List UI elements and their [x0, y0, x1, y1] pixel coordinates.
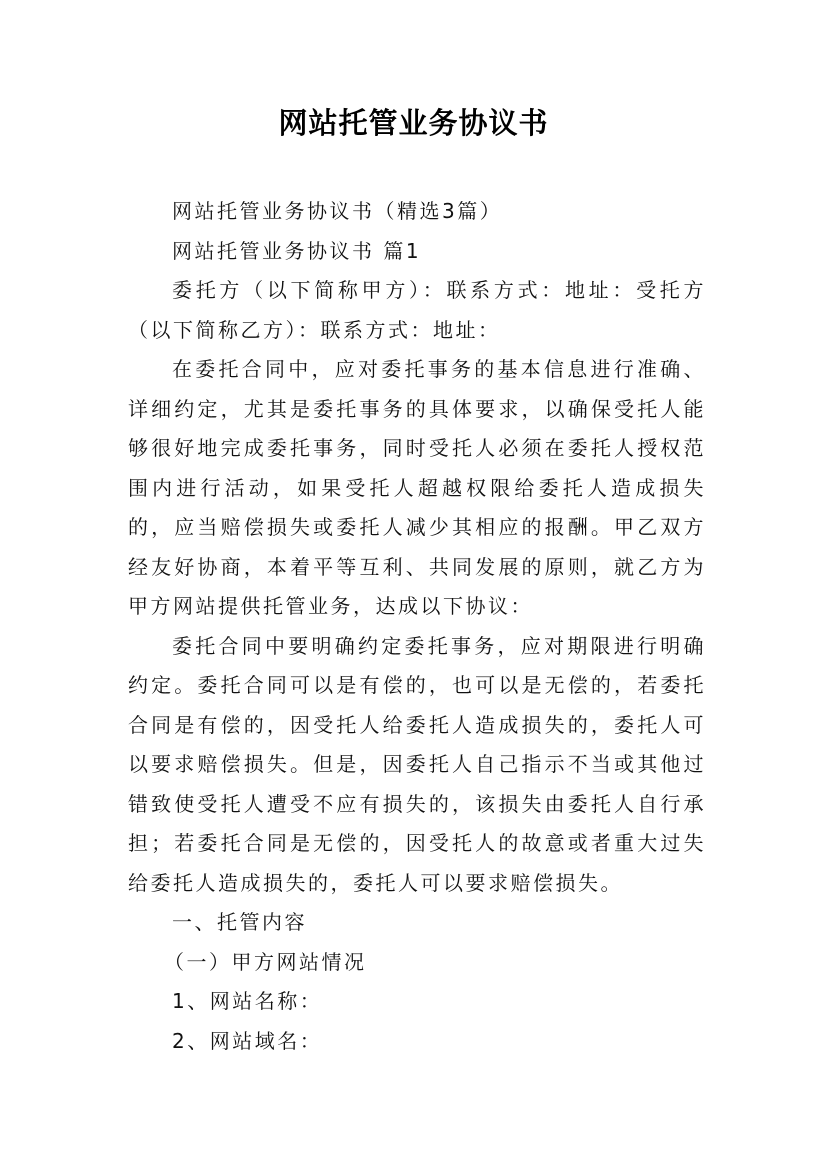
subclause-heading: （一）甲方网站情况 [164, 949, 367, 974]
subtitle-paragraph: 网站托管业务协议书（精选3篇） [172, 199, 503, 223]
body-paragraph: 在委托合同中，应对委托事务的基本信息进行准确、详细约定，尤其是委托事务的具体要求，以确保受托人能够很好地完成委托事务，同时受托人必须在委托人授权范围内进行活动，如果受托人超越权限给委托人造成损失的，应当赔偿损失或委托人减少其相应的报酬。甲乙双方经友好协商，本着平等互利、共同发展的原则，就乙方为甲方网站提供托管业务，达成以下协议： [128, 357, 706, 618]
list-item: 2、网站域名： [172, 1028, 323, 1053]
clause-heading: 一、托管内容 [172, 910, 307, 934]
document-title: 网站托管业务协议书 [278, 106, 549, 140]
body-paragraph: 委托合同中要明确约定委托事务，应对期限进行明确约定。委托合同可以是有偿的，也可以是无偿的，若委托合同是有偿的，因受托人给委托人造成损失的，委托人可以要求赔偿损失。但是，因委托人自己指示不当或其他过错致使受托人遭受不应有损失的，该损失由委托人自行承担；若委托合同是无偿的，因受托人的故意或者重大过失给委托人造成损失的，委托人可以要求赔偿损失。 [128, 633, 706, 895]
list-item: 1、网站名称： [172, 989, 323, 1013]
document-body [128, 192, 706, 1061]
parties-paragraph: 委托方（以下简称甲方）：联系方式：地址：受托方（以下简称乙方）：联系方式：地址： [128, 278, 706, 342]
section-heading: 网站托管业务协议书 篇1 [172, 238, 422, 263]
